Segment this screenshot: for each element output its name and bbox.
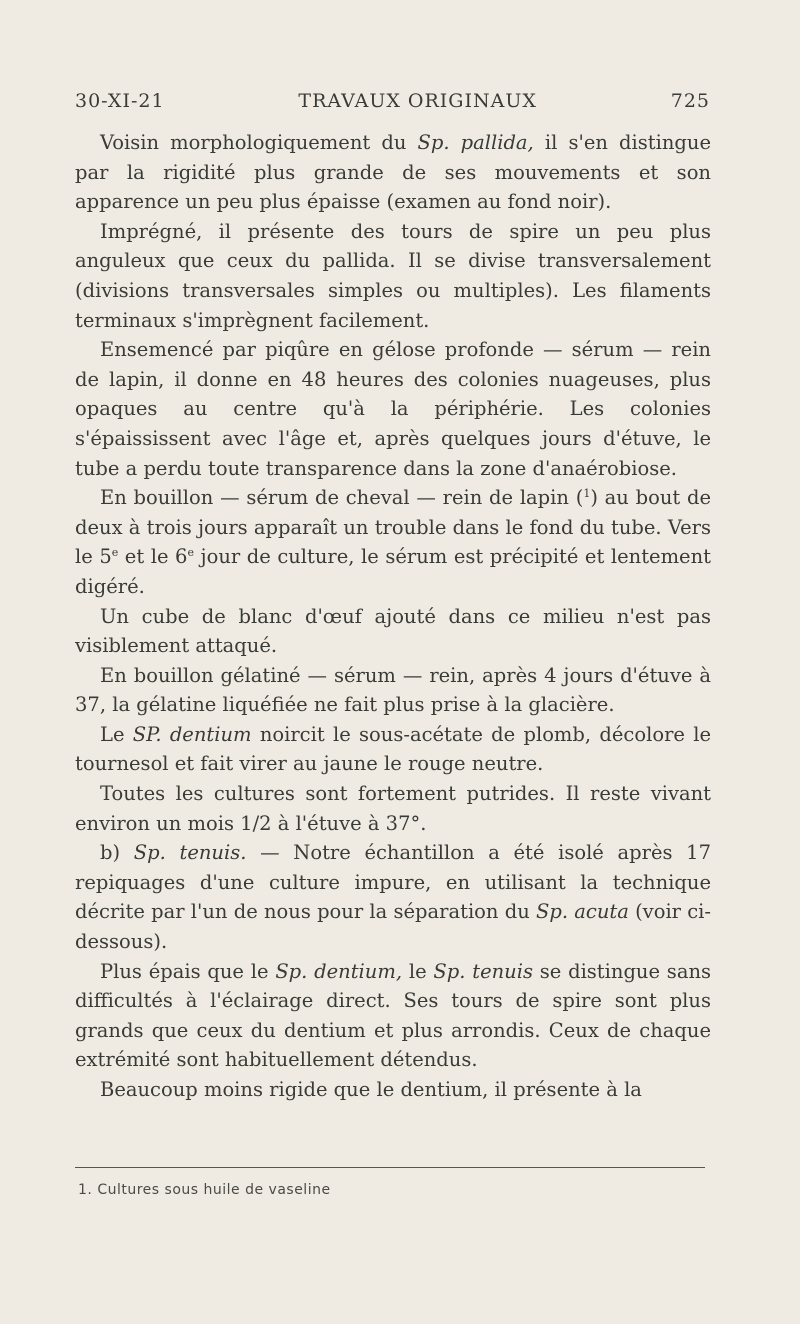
running-header xyxy=(75,90,710,112)
text-run: b) xyxy=(100,841,134,865)
superscript: 1 xyxy=(583,487,591,501)
text-run: — Notre échantillon a été isolé après 17 repiquages d'une culture impure, en utilisant la technique décrite par l'un de nous pour la séparation du xyxy=(75,841,711,924)
superscript: e xyxy=(111,546,119,560)
footnote xyxy=(78,1182,331,1198)
paragraph xyxy=(75,779,711,838)
paragraph xyxy=(75,483,711,601)
italic-term: Sp. pallida, xyxy=(417,131,534,154)
text-run: Plus épais que le xyxy=(100,959,276,983)
paragraph xyxy=(75,217,711,335)
paragraph xyxy=(75,1075,711,1105)
footnote-divider xyxy=(75,1167,705,1168)
text-run: Toutes les cultures sont fortement putrides. Il reste vivant environ un mois 1/2 à l'étuve à 37°. xyxy=(75,782,711,835)
paragraph xyxy=(75,957,711,1075)
paragraph xyxy=(75,661,711,720)
paragraph xyxy=(75,128,711,217)
text-run: En bouillon — sérum de cheval — rein de lapin ( xyxy=(100,486,584,510)
superscript: e xyxy=(187,546,194,560)
footnote-number: 1. xyxy=(78,1182,93,1198)
italic-term: Sp. tenuis xyxy=(433,959,533,983)
footnote-text: Cultures sous huile de vaseline xyxy=(97,1182,331,1198)
paragraph xyxy=(75,720,711,779)
text-run: se distingue sans difficultés à l'éclairage direct. Ses tours de spire sont plus grands que ceux du dentium et plus arrondis. Ceux de chaque extrémité sont habituellement détendus. xyxy=(75,959,712,1072)
paragraph xyxy=(75,335,711,483)
text-run: et le 6 xyxy=(118,545,188,569)
text-run: il s'en distingue par la rigidité plus grande de ses mouvements et son apparence un peu plus épaisse (examen au fond noir). xyxy=(75,131,711,214)
text-run: noircit le sous-acétate de plomb, décolore le tournesol et fait virer au jaune le rouge neutre. xyxy=(75,722,711,776)
body-text xyxy=(75,128,711,1105)
header-title: TRAVAUX ORIGINAUX xyxy=(298,90,537,112)
text-run: Un cube de blanc d'œuf ajouté dans ce milieu n'est pas visiblement attaqué. xyxy=(75,604,711,658)
paragraph xyxy=(75,838,711,956)
italic-term: Sp. dentium, xyxy=(275,959,403,983)
text-run: En bouillon gélatiné — sérum — rein, après 4 jours d'étuve à 37, la gélatine liquéfiée ne fait plus prise à la glacière. xyxy=(75,663,711,717)
text-run: Voisin morphologiquement du xyxy=(100,131,418,154)
text-run: Imprégné, il présente des tours de spire un peu plus anguleux que ceux du pallida. Il se divise transversalement (divisions transversales simples ou multiples). Les filaments terminaux s'imprègnent facilement. xyxy=(75,219,711,332)
text-run: (voir ci-dessous). xyxy=(75,900,711,954)
paragraph xyxy=(75,602,711,661)
text-run: Le xyxy=(100,722,133,746)
text-run: ) au bout de deux à trois jours apparaît un trouble dans le fond du tube. Vers le 5 xyxy=(75,486,712,569)
text-run: jour de culture, le sérum est précipité et lentement digéré. xyxy=(75,545,711,598)
italic-term: SP. dentium xyxy=(132,722,252,746)
header-date: 30-XI-21 xyxy=(75,90,165,112)
italic-term: Sp. tenuis. xyxy=(133,841,247,865)
text-run: Ensemencé par piqûre en gélose profonde — sérum — rein de lapin, il donne en 48 heures des colonies nuageuses, plus opaques au centre qu'à la périphérie. Les colonies s'épaississent avec l'âge et, après quelques jours d'étuve, le tube a perdu toute transparence dans la zone d'anaérobiose. xyxy=(75,338,711,480)
italic-term: Sp. acuta xyxy=(536,900,629,924)
text-run: le xyxy=(402,959,434,983)
page-number: 725 xyxy=(670,90,710,112)
text-run: Beaucoup moins rigide que le dentium, il présente à la xyxy=(100,1078,642,1101)
